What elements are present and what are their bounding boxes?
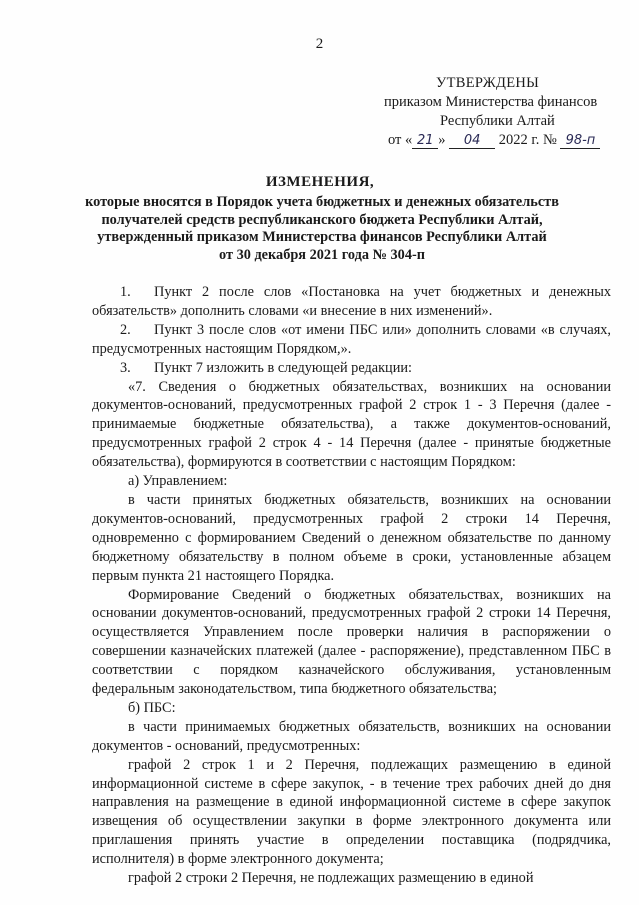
paragraph: б) ПБС: (128, 699, 176, 716)
paragraph: графой 2 строк 1 и 2 Перечня, подлежащих размещению в единой информационной системе в сфере закупок, - в течение трех рабочих дней до дня направления на размещение в единой информационной системе в сфере закупок извещения об осуществлении закупки в форме электронного документа или приглашения принять участие в определении поставщика (подрядчика, исполнителя) в форме электронного документа; (92, 756, 611, 868)
document-title: ИЗМЕНЕНИЯ, (265, 174, 375, 190)
paragraph: Формирование Сведений о бюджетных обязательствах, возникших на основании документов-оснований, предусмотренных графой 2 строки 14 Перечня, осуществляется Управлением после проверки наличия в распоряжении о совершении казначейских платежей (далее - распоряжение), представленном ПБС в соответствии с порядком казначейского обслуживания, установленным федеральным законодательством, типа бюджетного обязательства; (92, 586, 611, 698)
handwritten-month: 04 (449, 134, 495, 149)
item-text: Пункт 3 после слов «от имени ПБС или» дополнить словами «в случаях, предусмотренных настоящим Порядком,». (92, 321, 611, 357)
date-close-quote: » (438, 132, 446, 148)
approval-line-republic: Республики Алтай (440, 113, 555, 129)
paragraph: «7. Сведения о бюджетных обязательствах, возникших на основании документов-оснований, предусмотренных графой 2 строк 1 - 3 Перечня (далее - принимаемые бюджетные обязательства), а также документов-оснований, предусмотренных графой 2 строк 4 - 14 Перечня (далее - принятые бюджетные обязательства), формируются в соответствии с настоящим Порядком: (92, 378, 611, 471)
paragraph: а) Управлением: (128, 473, 228, 490)
handwritten-day: 21 (412, 134, 438, 149)
date-from-label: от « (388, 132, 413, 148)
subtitle-line: которые вносятся в Порядок учета бюджетных и денежных обязательств (85, 194, 559, 210)
item-3 (92, 359, 611, 378)
document-subtitle (40, 194, 604, 264)
item-text: Пункт 7 изложить в следующей редакции: (154, 359, 412, 376)
page-number: 2 (315, 36, 324, 52)
approval-block (364, 74, 614, 150)
subtitle-line: получателей средств республиканского бюджета Республики Алтай, (101, 211, 543, 228)
item-2 (92, 321, 611, 359)
subtitle-line: утвержденный приказом Министерства финансов Республики Алтай (97, 229, 547, 245)
paragraph: графой 2 строки 2 Перечня, не подлежащих размещению в единой (128, 870, 534, 887)
approval-date-line (364, 131, 614, 150)
item-1 (92, 283, 611, 321)
paragraph: в части принимаемых бюджетных обязательств, возникших на основании документов - оснований, предусмотренных: (92, 718, 611, 754)
item-text: Пункт 2 после слов «Постановка на учет бюджетных и денежных обязательств» дополнить словами «и внесение в них изменений». (92, 284, 611, 319)
subtitle-line: от 30 декабря 2021 года № 304-п (219, 246, 425, 263)
item-number: 2. (120, 321, 131, 338)
approval-line-ministry: приказом Министерства финансов (384, 94, 598, 110)
approval-title: УТВЕРЖДЕНЫ (436, 75, 540, 91)
paragraph: в части принятых бюджетных обязательств, возникших на основании документов-оснований, предусмотренных графой 2 строки 14 Перечня, одновременно с формированием Сведений о денежном обязательстве по данному бюджетному обязательству в полном объеме в сроки, установленные абзацем первым пункта 21 настоящего Порядка. (92, 491, 611, 584)
document-body (92, 283, 611, 888)
date-year-label: 2022 г. № (498, 132, 557, 148)
item-number: 3. (120, 359, 131, 376)
item-number: 1. (120, 284, 131, 300)
handwritten-order-number: 98-п (560, 134, 600, 149)
